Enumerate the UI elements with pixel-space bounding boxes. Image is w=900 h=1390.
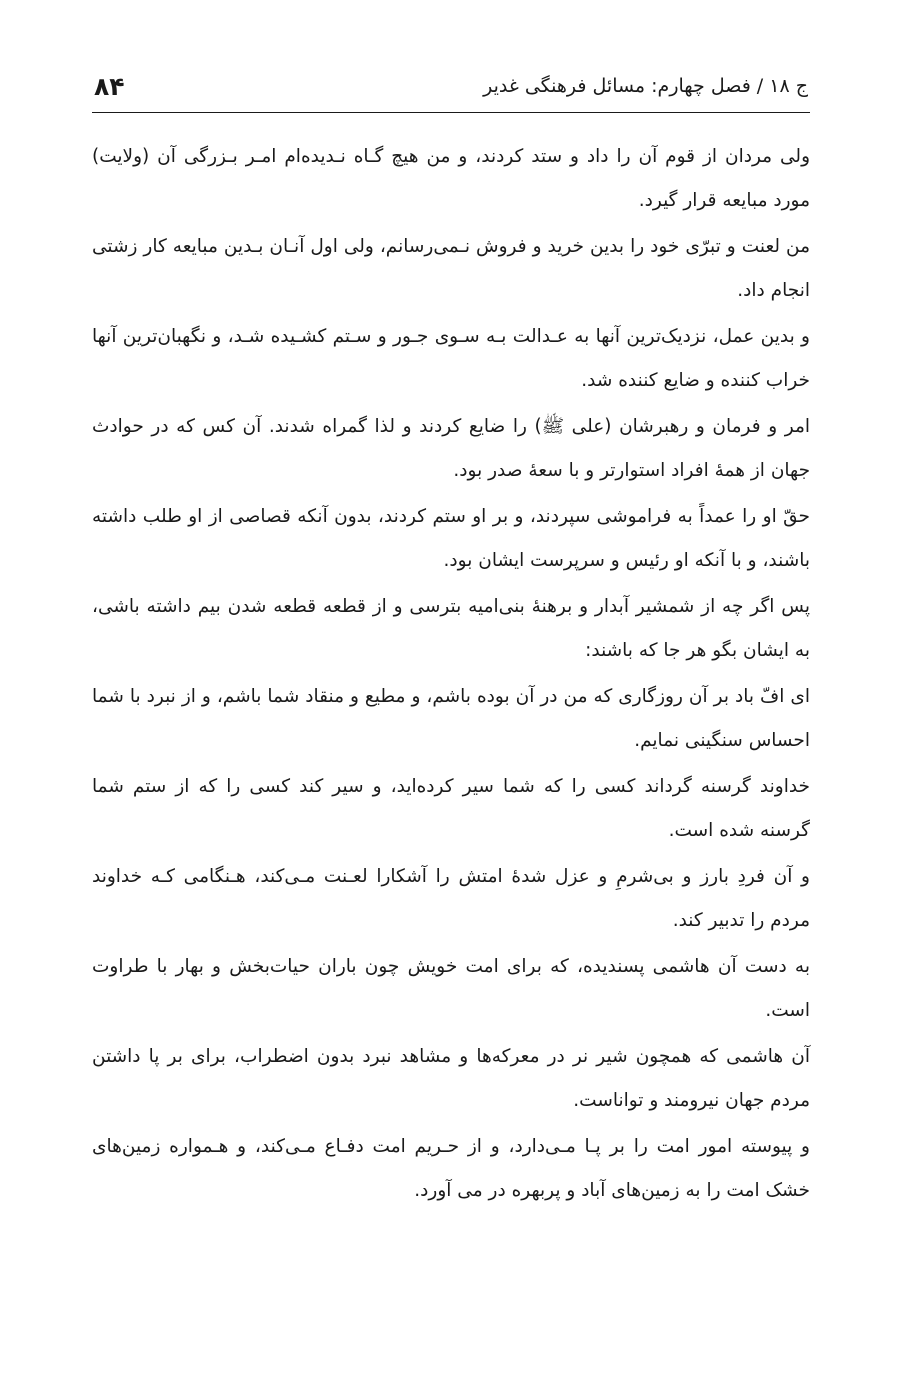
- paragraph: آن هاشمی که همچون شیر نر در معرکه‌ها و مشاهد نبرد بدون اضطراب، برای بر پا داشتن مردم جهان نیرومند و تواناست.: [92, 1046, 810, 1111]
- paragraph: ای افّ باد بر آن روزگاری که من در آن بوده باشم، و مطیع و منقاد شما باشم، و از نبرد با شما احساس سنگینی نمایم.: [92, 686, 810, 751]
- book-page: [92, 60, 810, 1215]
- page-number: ۸۴: [94, 71, 125, 101]
- running-title: ج ۱۸ / فصل چهارم: مسائل فرهنگی غدیر: [483, 75, 808, 97]
- paragraph: ولی مردان از قوم آن را داد و ستد کردند، و من هیچ گـاه نـدیده‌ام امـر بـزرگی آن (ولایت) مورد مبایعه قرار گیرد.: [92, 146, 810, 211]
- page-header: [92, 60, 810, 113]
- paragraph: خداوند گرسنه گرداند کسی را که شما سیر کرده‌اید، و سیر کند کسی را که از ستم شما گرسنه شده است.: [92, 776, 810, 841]
- paragraph: و بدین عمل، نزدیک‌ترین آنها به عـدالت بـه سـوی جـور و سـتم کشـیده شـد، و نگهبان‌ترین آنها خراب کننده و ضایع کننده شد.: [92, 326, 810, 391]
- paragraph: من لعنت و تبرّی خود را بدین خرید و فروش نـمی‌رسانم، ولی اول آنـان بـدین مبایعه کار زشتی انجام داد.: [92, 236, 810, 301]
- paragraph: و آن فردِ بارز و بی‌شرمِ و عزل شدهٔ امتش را آشکارا لعـنت مـی‌کند، هـنگامی کـه خداوند مردم را تدبیر کند.: [92, 866, 810, 931]
- paragraph: امر و فرمان و رهبرشان (علی ﷺ) را ضایع کردند و لذا گمراه شدند. آن کس که در حوادث جهان از همهٔ افراد استوارتر و با سعهٔ صدر بود.: [92, 416, 810, 481]
- paragraph: و پیوسته امور امت را بر پـا مـی‌دارد، و از حـریم امت دفـاع مـی‌کند، و هـمواره زمین‌های خشک امت را به زمین‌های آباد و پربهره در می آورد.: [92, 1136, 810, 1201]
- paragraph: پس اگر چه از شمشیر آبدار و برهنهٔ بنی‌امیه بترسی و از قطعه قطعه شدن بیم داشته باشی، به ایشان بگو هر جا که باشند:: [92, 596, 810, 661]
- page-body: [92, 135, 810, 1213]
- paragraph: حقّ او را عمداً به فراموشی سپردند، و بر او ستم کردند، بدون آنکه قصاصی از او طلب داشته باشند، و با آنکه او رئیس و سرپرست ایشان بود.: [92, 506, 810, 571]
- paragraph: به دست آن هاشمی پسندیده، که برای امت خویش چون باران حیات‌بخش و بهار با طراوت است.: [92, 956, 810, 1021]
